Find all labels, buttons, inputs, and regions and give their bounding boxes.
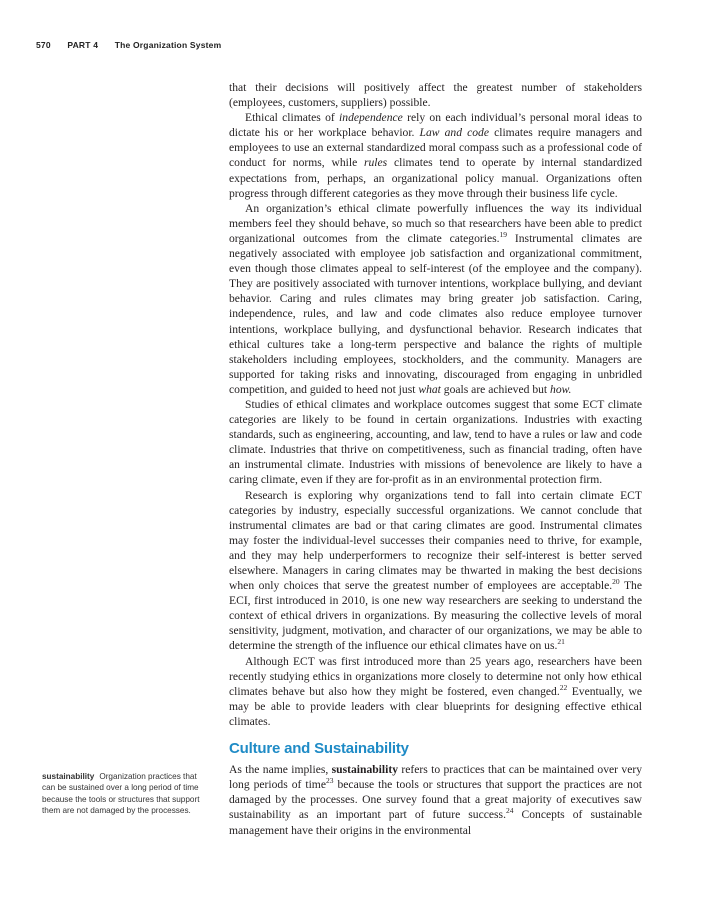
paragraph: Research is exploring why organizations tend to fall into certain climate ECT categories by industry, especially successful organizations. We cannot conclude that instrumental climates are bad or that caring climates are good. Instrumental climates may foster the individual-level successes their companies need to thrive, for example, and they may help underperformers to recognize their self-interest is better served elsewhere. Managers in caring climates may be thwarted in making the best decisions when only choices that serve the greatest number of employees are acceptable.$^{20}$ The ECI, first introduced in 2010, is one new way researchers are seeking to understand the context of ethical drivers in organizations. By measuring the collective levels of moral sensitivity, judgment, motivation, and character of our organizations, we may be able to determine the strength of the influence our ethical climates have on us.$^{21}$ bbox=[229, 488, 642, 653]
margin-term: sustainability bbox=[42, 772, 95, 781]
part-label: PART 4 bbox=[67, 40, 99, 50]
margin-definition-text: Organization practices that can be sustained over a long period of time because the tools or structures that support them are not damaged by the processes. bbox=[42, 772, 200, 816]
section-heading: Culture and Sustainability bbox=[229, 740, 409, 758]
paragraph: Ethical climates of independence rely on each individual’s personal moral ideas to dictate his or her workplace behavior. Law and code climates require managers and employees to use an external standardized moral compass such as a professional code of conduct for norms, while rules climates tend to operate by internal standardized expectations from, perhaps, an organizational policy manual. Organizations often progress through different categories as they move through their business life cycle. bbox=[229, 111, 642, 200]
paragraph: As the name implies, sustainability refers to practices that can be maintained over very long periods of time$^{23}$ because the tools or structures that support the practices are not damaged by the processes. One survey found that a great majority of executives saw sustainability as an important part of future success.$^{24}$ Concepts of sustainable management have their origins in the environmental bbox=[229, 763, 642, 837]
footnote-ref: 21 bbox=[557, 637, 565, 647]
paragraph: An organization’s ethical climate powerfully influences the way its individual members feel they should behave, so much so that researchers have been able to predict organizational outcomes from the climate categories.$^{19}$ Instrumental climates are negatively associated with employee job satisfaction and organizational commitment, even though those climates appeal to self-interest (of the employee and the company). They are positively associated with turnover intentions, workplace bullying, and deviant behavior. Caring and rules climates may bring greater job satisfaction. Caring, independence, rules, and law and code climates also reduce employee turnover intentions, workplace bullying, and dysfunctional behavior. Research indicates that ethical cultures take a long-term perspective and balance the rights of multiple stakeholders including employees, stockholders, and the community. Managers are supported for taking risks and innovating, discouraged from engaging in unbridled competition, and guided to heed not just what goals are achieved but how. bbox=[229, 201, 642, 396]
paragraph: Studies of ethical climates and workplace outcomes suggest that some ECT climate categories are likely to be found in certain organizations. Industries with exacting standards, such as engineering, accounting, and law, tend to have a rules or law and code climate. Industries that thrive on competitiveness, such as financial trading, often have an instrumental climate. Industries with missions of benevolence are likely to have a caring climate, even if they are for-profit as in an environmental protection firm. bbox=[229, 397, 642, 487]
key-term: sustainability bbox=[331, 763, 399, 777]
footnote-ref: 20 bbox=[612, 577, 620, 587]
paragraph: Although ECT was first introduced more than 25 years ago, researchers have been recently studying ethics in organizations more closely to determine not only how ethical climates behave but also how they might be fostered, even changed.$^{22}$ Eventually, we may be able to provide leaders with clear blueprints for designing effective ethical climates. bbox=[229, 654, 643, 728]
page-number: 570 bbox=[36, 40, 51, 50]
paragraph: that their decisions will positively affect the greatest number of stakeholders (employees, customers, suppliers) possible. bbox=[229, 81, 642, 110]
footnote-ref: 19 bbox=[499, 230, 508, 240]
main-text bbox=[229, 80, 642, 838]
footnote-ref: 24 bbox=[505, 806, 514, 816]
margin-definition bbox=[42, 771, 212, 817]
footnote-ref: 22 bbox=[559, 682, 568, 692]
running-header bbox=[36, 40, 235, 50]
footnote-ref: 23 bbox=[325, 776, 334, 786]
part-title: The Organization System bbox=[114, 40, 222, 50]
